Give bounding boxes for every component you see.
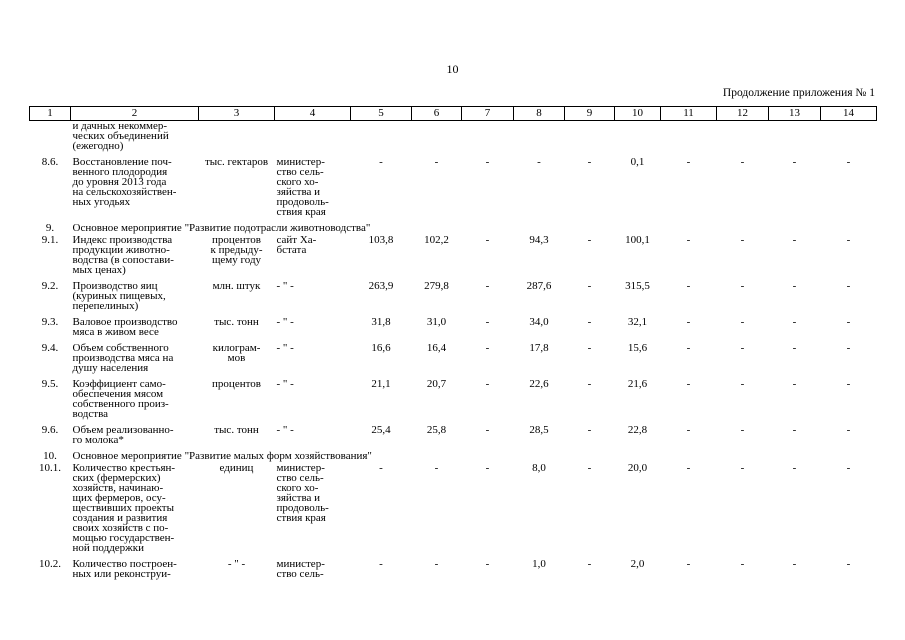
column-number-cell: 14 — [821, 107, 877, 121]
value-cell — [769, 121, 821, 158]
value-cell: 102,2 — [424, 234, 449, 246]
source-cell: - " - — [276, 316, 294, 328]
unit-cell: процентов — [212, 378, 261, 390]
value-cell: - — [686, 280, 691, 292]
source-cell: сайт Ха- бстата — [276, 234, 317, 256]
value-cell: 0,1 — [630, 156, 645, 168]
value-cell: - — [379, 462, 383, 474]
value-cell: - — [686, 316, 691, 328]
row-number-cell: 10. — [43, 450, 57, 462]
column-number-cell: 12 — [717, 107, 769, 121]
unit-cell: тыс. тонн — [214, 424, 259, 436]
unit-cell: процентов к предыду- щему году — [210, 234, 263, 266]
table-row — [30, 379, 877, 425]
indicator-name-cell: Валовое производство мяса в живом весе — [72, 316, 178, 338]
column-number-row — [30, 107, 877, 121]
value-cell: - — [485, 462, 490, 474]
unit-cell: килограм- мов — [212, 342, 261, 364]
page-number: 10 — [446, 62, 459, 76]
row-number-cell: 8.6. — [41, 156, 59, 168]
row-number-cell: 9.1. — [41, 234, 59, 246]
value-cell: 31,8 — [371, 316, 391, 328]
value-cell: - — [792, 234, 797, 246]
row-number-cell: 9.6. — [41, 424, 59, 436]
value-cell: 25,8 — [426, 424, 447, 436]
value-cell: 20,0 — [627, 462, 648, 474]
value-cell — [412, 121, 462, 158]
value-cell — [615, 121, 661, 158]
indicator-name-cell: Производство яиц (куриных пищевых, перепелиных) — [72, 280, 166, 312]
value-cell: - — [434, 156, 439, 168]
value-cell: - — [587, 378, 592, 390]
table-row — [30, 425, 877, 451]
value-cell: 263,9 — [368, 280, 394, 292]
column-number-cell: 11 — [661, 107, 717, 121]
column-number-cell: 5 — [351, 107, 412, 121]
source-cell: - " - — [276, 280, 294, 292]
value-cell: 25,4 — [371, 424, 391, 436]
value-cell: - — [587, 424, 592, 436]
table-row — [30, 235, 877, 281]
value-cell: - — [740, 234, 745, 246]
value-cell — [661, 121, 717, 158]
value-cell: 287,6 — [526, 280, 552, 292]
source-cell: министер- ство сель- — [276, 558, 325, 580]
value-cell: - — [485, 378, 490, 390]
value-cell: 32,1 — [627, 316, 648, 328]
section-title-cell: Основное мероприятие "Развитие малых форм хозяйствования" — [72, 450, 372, 462]
value-cell: 16,6 — [371, 342, 391, 354]
value-cell: - — [792, 424, 797, 436]
value-cell: - — [846, 558, 851, 570]
value-cell: - — [792, 280, 797, 292]
value-cell: 22,6 — [529, 378, 549, 390]
table-row — [30, 157, 877, 223]
column-number-cell: 1 — [30, 107, 71, 121]
source-cell: - " - — [276, 342, 294, 354]
value-cell: - — [537, 156, 541, 168]
value-cell: - — [485, 316, 490, 328]
value-cell: - — [740, 280, 745, 292]
value-cell: - — [846, 342, 851, 354]
column-number-cell: 7 — [462, 107, 514, 121]
row-number-cell: 9.4. — [41, 342, 59, 354]
value-cell: - — [485, 424, 490, 436]
indicator-name-cell: Количество построен- ных или реконструи- — [72, 558, 177, 580]
value-cell: - — [587, 156, 592, 168]
value-cell: - — [485, 234, 490, 246]
value-cell: 8,0 — [532, 462, 546, 474]
unit-cell — [199, 121, 275, 158]
source-cell: министер- ство сель- ского хо- зяйства и продоволь- ствия края — [276, 462, 329, 524]
value-cell: 94,3 — [529, 234, 549, 246]
row-number-cell: 9. — [45, 222, 55, 234]
value-cell: 21,1 — [371, 378, 391, 390]
section-title-cell: Основное мероприятие "Развитие подотрасли животноводства" — [72, 222, 371, 234]
table-row — [30, 463, 877, 559]
table-row — [30, 121, 877, 158]
value-cell: - — [740, 316, 745, 328]
column-number-cell: 13 — [769, 107, 821, 121]
value-cell: - — [587, 342, 592, 354]
unit-cell: единиц — [219, 462, 254, 474]
value-cell: - — [485, 156, 490, 168]
value-cell: - — [740, 378, 745, 390]
table-row — [30, 281, 877, 317]
row-number-cell: 9.3. — [41, 316, 59, 328]
value-cell: - — [846, 316, 851, 328]
value-cell: - — [846, 424, 851, 436]
value-cell: - — [434, 462, 439, 474]
table-row — [30, 559, 877, 585]
value-cell: - — [686, 558, 691, 570]
row-number-cell — [30, 121, 71, 158]
value-cell: - — [485, 280, 490, 292]
value-cell: 22,8 — [627, 424, 648, 436]
value-cell — [821, 121, 877, 158]
row-number-cell: 9.2. — [41, 280, 59, 292]
value-cell: - — [587, 234, 592, 246]
value-cell: - — [379, 558, 383, 570]
source-cell: - " - — [276, 424, 294, 436]
value-cell: - — [686, 424, 691, 436]
value-cell: 100,1 — [625, 234, 650, 246]
value-cell: 103,8 — [368, 234, 394, 246]
value-cell: - — [485, 342, 490, 354]
table-row — [30, 317, 877, 343]
value-cell: - — [379, 156, 383, 168]
column-number-cell: 10 — [615, 107, 661, 121]
value-cell: - — [587, 280, 592, 292]
value-cell — [351, 121, 412, 158]
value-cell: 28,5 — [529, 424, 549, 436]
column-number-cell: 4 — [275, 107, 351, 121]
unit-cell: тыс. гектаров — [204, 156, 269, 168]
value-cell: - — [792, 462, 797, 474]
value-cell: - — [740, 342, 745, 354]
value-cell: - — [686, 234, 691, 246]
value-cell: - — [846, 156, 851, 168]
row-number-cell: 10.1. — [39, 462, 61, 474]
value-cell: - — [740, 462, 745, 474]
indicator-name-cell: Объем собственного производства мяса на душу населения — [72, 342, 174, 374]
column-number-cell: 2 — [71, 107, 199, 121]
value-cell: - — [686, 378, 691, 390]
value-cell: - — [686, 342, 691, 354]
value-cell: - — [686, 156, 691, 168]
value-cell: - — [792, 156, 797, 168]
source-cell — [275, 121, 351, 158]
value-cell: 20,7 — [426, 378, 447, 390]
value-cell: - — [846, 234, 851, 246]
table-body — [30, 121, 877, 586]
value-cell: - — [740, 156, 745, 168]
source-cell: - " - — [276, 378, 294, 390]
value-cell — [717, 121, 769, 158]
indicator-name-cell: Коэффициент само- обеспечения мясом собственного произ- водства — [72, 378, 169, 420]
value-cell: - — [587, 558, 592, 570]
unit-cell: - " - — [227, 558, 246, 570]
value-cell: 21,6 — [627, 378, 648, 390]
table-row — [30, 343, 877, 379]
source-cell: министер- ство сель- ского хо- зяйства и продоволь- ствия края — [276, 156, 329, 218]
indicator-name-cell: Количество крестьян- ских (фермерских) хозяйств, начинаю- щих фермеров, осу- ществивших проекты создания и развития своих хозяйств с по- мощью государствен- ной поддержки — [72, 462, 176, 554]
value-cell: - — [846, 280, 851, 292]
value-cell: 17,8 — [529, 342, 549, 354]
unit-cell: тыс. тонн — [214, 316, 259, 328]
column-number-cell: 3 — [199, 107, 275, 121]
value-cell — [462, 121, 514, 158]
value-cell: - — [587, 316, 592, 328]
value-cell: - — [740, 558, 745, 570]
value-cell: - — [846, 378, 851, 390]
indicator-name-cell: и дачных некоммер- ческих объединений (ежегодно) — [72, 120, 169, 152]
column-number-cell: 9 — [565, 107, 615, 121]
value-cell: - — [686, 462, 691, 474]
value-cell: 34,0 — [529, 316, 549, 328]
value-cell — [565, 121, 615, 158]
indicator-name-cell: Объем реализованно- го молока* — [72, 424, 174, 446]
value-cell — [514, 121, 565, 158]
value-cell: 15,6 — [627, 342, 648, 354]
indicator-name-cell: Индекс производства продукции животно- водства (в сопостави- мых ценах) — [72, 234, 174, 276]
value-cell: - — [846, 462, 851, 474]
row-number-cell: 10.2. — [39, 558, 61, 570]
value-cell: - — [740, 424, 745, 436]
value-cell: - — [792, 558, 797, 570]
value-cell: 279,8 — [424, 280, 449, 292]
value-cell: 315,5 — [625, 280, 650, 292]
value-cell: 16,4 — [426, 342, 447, 354]
value-cell: - — [792, 316, 797, 328]
value-cell: - — [792, 342, 797, 354]
row-number-cell: 9.5. — [41, 378, 59, 390]
value-cell: - — [485, 558, 490, 570]
indicators-table — [29, 106, 877, 585]
value-cell: 1,0 — [532, 558, 546, 570]
value-cell: - — [587, 462, 592, 474]
value-cell: 31,0 — [426, 316, 447, 328]
value-cell: - — [792, 378, 797, 390]
column-number-cell: 6 — [412, 107, 462, 121]
value-cell: - — [434, 558, 439, 570]
value-cell: 2,0 — [630, 558, 645, 570]
continuation-caption: Продолжение приложения № 1 — [722, 87, 875, 99]
indicator-name-cell: Восстановление поч- венного плодородия до уровня 2013 года на сельскохозяйствен- ных угодьях — [72, 156, 177, 208]
unit-cell: млн. штук — [212, 280, 261, 292]
column-number-cell: 8 — [514, 107, 565, 121]
